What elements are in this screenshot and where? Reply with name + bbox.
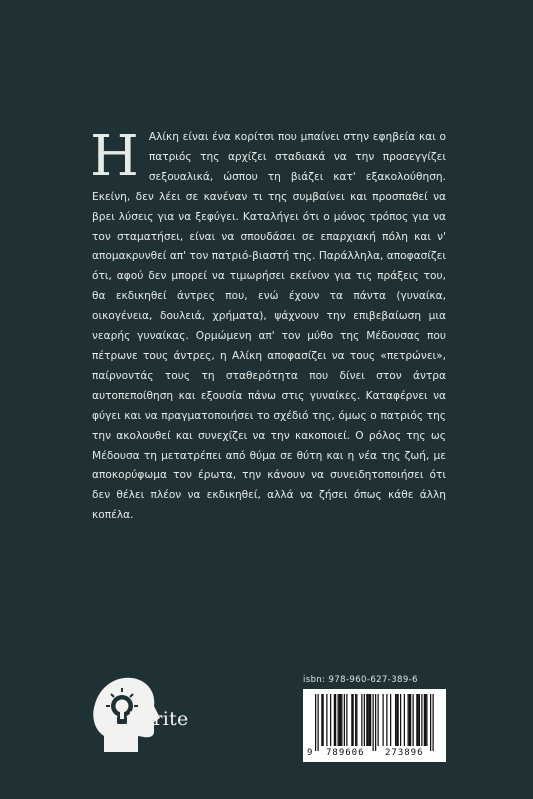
barcode-first-digit: 9 xyxy=(307,748,313,758)
blurb-text xyxy=(90,124,446,526)
publisher-logo xyxy=(92,670,202,760)
publisher-name: iWrite xyxy=(128,708,189,730)
barcode xyxy=(303,689,446,762)
drop-cap: Η xyxy=(90,124,139,189)
barcode-right-group: 273896 xyxy=(385,748,424,758)
barcode-bars xyxy=(303,689,446,751)
isbn-label: isbn: 978-960-627-389-6 xyxy=(303,675,418,685)
barcode-left-group: 789606 xyxy=(326,748,365,758)
blurb-body: Αλίκη είναι ένα κορίτσι που μπαίνει στην εφηβεία και ο πατριός της αρχίζει σταδιακά να την προσεγγίζει σεξουαλικά, ώσπου τη βιάζει κατ' εξακολούθηση. Εκείνη, δεν λέει σε κανέναν τι της συμβαίνει και προσπαθεί να βρει λύσεις για να ξεφύγει. Καταλήγει ότι ο μόνος τρόπος για να τον σταματήσει, είναι να σπουδάσει σε επαρχιακή πόλη και ν' απομακρυνθεί απ' τον πατριό-βιαστή της. Παράλληλα, αποφασίζει ότι, αφού δεν μπορεί να τιμωρήσει εκείνον για τις πράξεις του, θα εκδικηθεί άντρες που, ενώ έχουν τα πάντα (γυναίκα, οικογένεια, δουλειά, χρήματα), ψάχνουν την επιβεβαίωση μια νεαρής γυναίκας. Ορμώμενη απ' τον μύθο της Μέδουσας που πέτρωνε τους άντρες, η Αλίκη αποφασίζει να τους «πετρώνει», παίρνοντάς τους τη σταθερότητα που δίνει στον άντρα αυτοπεποίθηση και εξουσία πάνω στις γυναίκες. Καταφέρνει να φύγει και να πραγματοποιήσει το σχέδιό της, όμως ο πατριός της την ακολουθεί και συνεχίζει να την κακοποιεί. Ο ρόλος της ως Μέδουσα τη μετατρέπει από θύμα σε θύτη και η νέα της ζωή, με αποκορύφωμα τον έρωτα, την κάνουν να συνειδητοποιήσει ότι δεν θέλει πλέον να εκδικηθεί, αλλά να ζήσει όπως κάθε άλλη κοπέλα. xyxy=(92,131,446,522)
